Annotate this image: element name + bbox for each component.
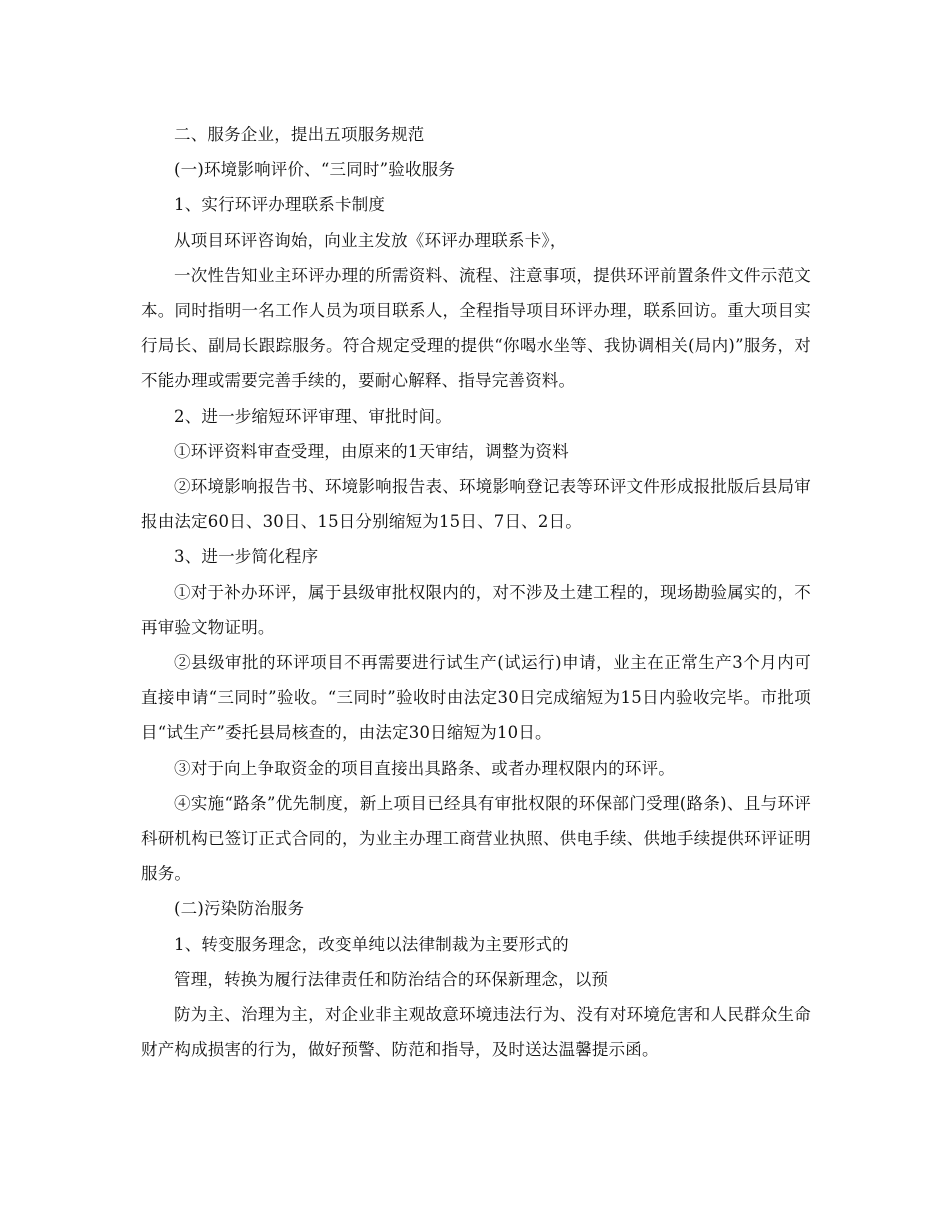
document-body (141, 117, 811, 1067)
paragraph: ③对于向上争取资金的项目直接出具路条、或者办理权限内的环评。 (174, 758, 675, 778)
item-heading-contact-card: 1、实行环评办理联系卡制度 (174, 195, 386, 215)
paragraph: ①对于补办环评，属于县级审批权限内的，对不涉及土建工程的，现场勘验属实的，不再审验文物证明。 (141, 582, 811, 637)
paragraph: 管理，转换为履行法律责任和防治结合的环保新理念，以预 (174, 969, 609, 989)
subsection-heading-pollution: (二)污染防治服务 (174, 899, 305, 919)
paragraph: ①环评资料审查受理，由原来的1天审结，调整为资料 (174, 441, 569, 461)
section-heading-service: 二、服务企业，提出五项服务规范 (174, 125, 425, 144)
item-heading-shorten-time: 2、进一步缩短环评审理、审批时间。 (174, 406, 452, 426)
paragraph: ④实施“路条”优先制度，新上项目已经具有审批权限的环保部门受理(路条)、且与环评科研机构已签订正式合同的，为业主办理工商营业执照、供电手续、供地手续提供环评证明服务。 (141, 793, 811, 884)
item-heading-simplify: 3、进一步简化程序 (174, 547, 319, 567)
paragraph: 从项目环评咨询始，向业主发放《环评办理联系卡》， (174, 230, 567, 250)
paragraph: 1、转变服务理念，改变单纯以法律制裁为主要形式的 (174, 934, 569, 954)
paragraph: ②县级审批的环评项目不再需要进行试生产(试运行)申请，业主在正常生产3个月内可直接申请“三同时”验收。“三同时”验收时由法定30日完成缩短为15日内验收完毕。市批项目“试生产”委托县局核查的，由法定30日缩短为10日。 (141, 653, 811, 743)
paragraph: ②环境影响报告书、环境影响报告表、环境影响登记表等环评文件形成报批版后县局审报由法定60日、30日、15日分别缩短为15日、7日、2日。 (141, 477, 811, 532)
paragraph: 防为主、治理为主，对企业非主观故意环境违法行为、没有对环境危害和人民群众生命财产构成损害的行为，做好预警、防范和指导，及时送达温馨提示函。 (141, 1005, 811, 1060)
paragraph: 一次性告知业主环评办理的所需资料、流程、注意事项，提供环评前置条件文件示范文本。同时指明一名工作人员为项目联系人，全程指导项目环评办理，联系回访。重大项目实行局长、副局长跟踪服务。符合规定受理的提供“你喝水坐等、我协调相关(局内)”服务，对不能办理或需要完善手续的，要耐心解释、指导完善资料。 (141, 265, 811, 391)
subsection-heading-eia: (一)环境影响评价、“三同时”验收服务 (174, 160, 456, 180)
